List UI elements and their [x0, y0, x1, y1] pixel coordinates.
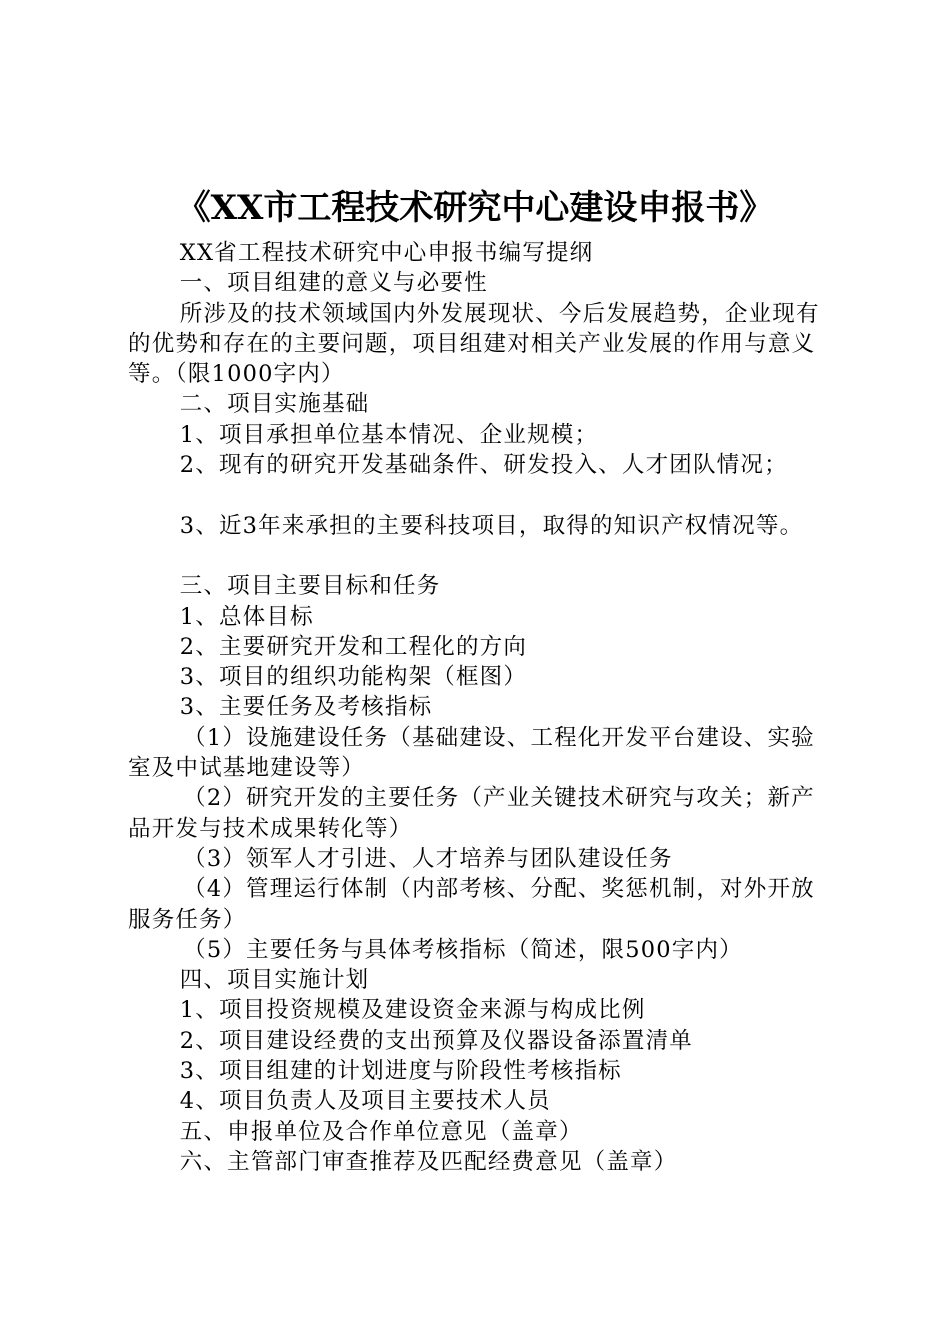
- section-1-paragraph: 所涉及的技术领域国内外发展现状、今后发展趋势，企业现有的优势和存在的主要问题，项目组建对相关产业发展的作用与意义等。（限1000字内）: [128, 300, 820, 388]
- list-item: 2、主要研究开发和工程化的方向: [179, 633, 528, 660]
- list-item: 2、现有的研究开发基础条件、研发投入、人才团队情况；: [179, 452, 788, 479]
- document-title: 《XX市工程技术研究中心建设申报书》: [176, 188, 774, 228]
- sub-list-item: （1）设施建设任务（基础建设、工程化开发平台建设、实验室及中试基地建设等）: [128, 724, 815, 782]
- section-heading-2: 二、项目实施基础: [179, 391, 370, 418]
- list-item: 3、项目组建的计划进度与阶段性考核指标: [179, 1058, 622, 1085]
- sub-list-item: （4）管理运行体制（内部考核、分配、奖惩机制，对外开放服务任务）: [128, 876, 815, 933]
- sub-list-item: （2）研究开发的主要任务（产业关键技术研究与攻关；新产品开发与技术成果转化等）: [128, 785, 815, 842]
- outline-heading: XX省工程技术研究中心申报书编写提纲: [179, 240, 594, 266]
- list-item: 1、项目投资规模及建设资金来源与构成比例: [179, 997, 646, 1024]
- list-item: 2、项目建设经费的支出预算及仪器设备添置清单: [179, 1027, 693, 1054]
- list-item: 4、项目负责人及项目主要技术人员: [179, 1088, 551, 1115]
- list-item: 3、主要任务及考核指标: [179, 694, 433, 721]
- list-item: 3、近3年来承担的主要科技项目，取得的知识产权情况等。: [179, 512, 804, 539]
- sub-list-item: （5）主要任务与具体考核指标（简述，限500字内）: [183, 936, 743, 963]
- list-item: 1、项目承担单位基本情况、企业规模；: [179, 421, 599, 448]
- section-heading-6: 六、主管部门审查推荐及匹配经费意见（盖章）: [179, 1148, 678, 1175]
- section-heading-5: 五、申报单位及合作单位意见（盖章）: [179, 1118, 583, 1145]
- section-heading-1: 一、项目组建的意义与必要性: [179, 270, 488, 297]
- section-heading-4: 四、项目实施计划: [179, 967, 370, 994]
- list-item: 1、总体目标: [179, 603, 314, 630]
- section-heading-3: 三、项目主要目标和任务: [179, 573, 441, 600]
- list-item: 3、项目的组织功能构架（框图）: [179, 664, 528, 691]
- document-body: [128, 238, 838, 1177]
- sub-list-item: （3）领军人才引进、人才培养与团队建设任务: [183, 845, 673, 872]
